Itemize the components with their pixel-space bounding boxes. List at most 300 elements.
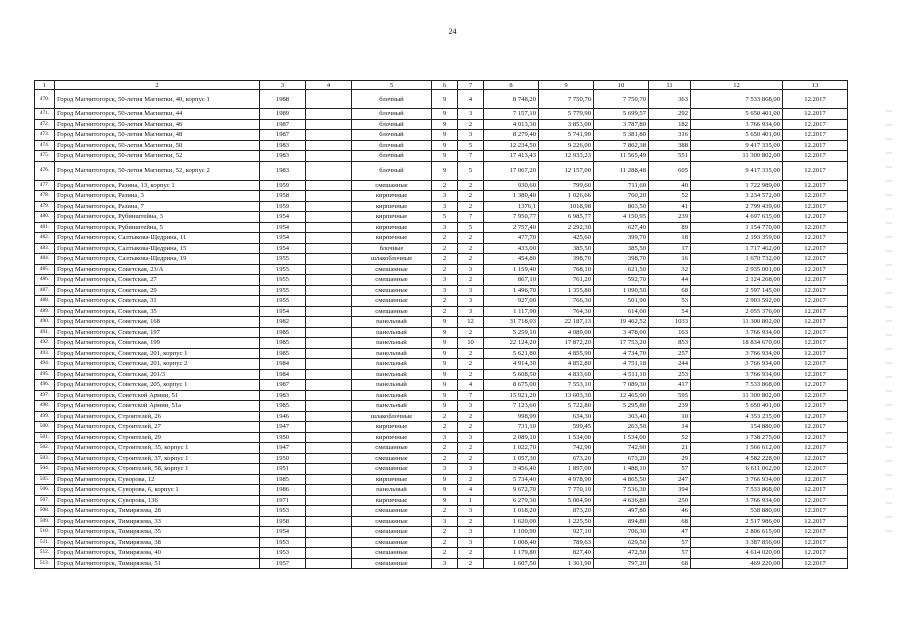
cost-cell: 154 880,00 [691,422,783,433]
total-area-cell: 5 621,80 [484,348,539,359]
residents-cell: 17 [649,243,691,254]
residents-cell: 239 [649,212,691,223]
year-cell: 1955 [260,254,306,265]
row-number-cell: 486. [35,275,55,286]
private-area-cell: 497,80 [594,506,649,517]
total-area-cell: 8 675,00 [484,380,539,391]
total-area-cell: 8 748,20 [484,90,539,109]
table-row [35,411,848,422]
cost-cell: 11 300 802,00 [691,390,783,401]
year-cell: 1971 [260,495,306,506]
total-area-cell: 477,70 [484,233,539,244]
deadline-cell: 12.2017 [783,422,848,433]
private-area-cell: 4 751,18 [594,359,649,370]
residential-area-cell: 768,10 [539,264,594,275]
cost-cell: 11 300 802,00 [691,151,783,162]
column-header-10: 10 [594,81,649,90]
residents-cell: 44 [649,275,691,286]
address-cell: Город Магнитогорск, Советская, 27 [55,275,260,286]
column-4-cell [306,422,352,433]
year-cell: 1954 [260,527,306,538]
entrances-cell: 3 [458,130,484,141]
column-4-cell [306,485,352,496]
deadline-cell: 12.2017 [783,296,848,307]
residents-cell: 250 [649,495,691,506]
deadline-cell: 12.2017 [783,348,848,359]
residents-cell: 21 [649,443,691,454]
table-row [35,296,848,307]
row-number-cell: 489. [35,306,55,317]
row-number-cell: 478. [35,191,55,202]
residents-cell: 57 [649,537,691,548]
residential-area-cell: 7 750,70 [539,90,594,109]
floors-cell: 9 [432,495,458,506]
residents-cell: 10 [649,411,691,422]
table-row [35,516,848,527]
column-header-13: 13 [783,81,848,90]
table-row [35,464,848,475]
private-area-cell: 1 488,10 [594,464,649,475]
residential-area-cell: 789,63 [539,537,594,548]
scan-edge-marks [886,110,892,540]
private-area-cell: 592,70 [594,275,649,286]
address-cell: Город Магнитогорск, Советской Армии, 51а [55,401,260,412]
wall-material-cell: смешанные [352,296,432,307]
private-area-cell: 711,60 [594,180,649,191]
year-cell: 1959 [260,201,306,212]
year-cell: 1987 [260,380,306,391]
entrances-cell: 2 [458,180,484,191]
column-4-cell [306,474,352,485]
entrances-cell: 3 [458,506,484,517]
residential-area-cell: 17 872,20 [539,338,594,349]
entrances-cell: 2 [458,191,484,202]
residential-area-cell: 1 225,50 [539,516,594,527]
total-area-cell: 1 496,70 [484,285,539,296]
wall-material-cell: блочный [352,140,432,151]
wall-material-cell: кирпичные [352,201,432,212]
residential-area-cell: 673,20 [539,453,594,464]
cost-cell: 2 903 592,00 [691,296,783,307]
column-header-6: 6 [432,81,458,90]
residents-cell: 53 [649,296,691,307]
deadline-cell: 12.2017 [783,380,848,391]
entrances-cell: 3 [458,285,484,296]
column-4-cell [306,338,352,349]
floors-cell: 9 [432,151,458,162]
address-cell: Город Магнитогорск, Салтыкова-Щедрина, 11 [55,233,260,244]
cost-cell: 1 566 612,00 [691,443,783,454]
table-row [35,369,848,380]
row-number-cell: 496. [35,380,55,391]
residential-area-cell: 599,45 [539,422,594,433]
address-cell: Город Магнитогорск, 50-летия Магнитки, 48 [55,130,260,141]
residential-area-cell: 7 770,10 [539,485,594,496]
table-row [35,548,848,559]
entrances-cell: 3 [458,109,484,120]
private-area-cell: 501,90 [594,296,649,307]
private-area-cell: 3 787,80 [594,119,649,130]
cost-cell: 2 124 268,00 [691,275,783,286]
deadline-cell: 12.2017 [783,151,848,162]
total-area-cell: 31 718,03 [484,317,539,328]
entrances-cell: 7 [458,212,484,223]
residents-cell: 41 [649,201,691,212]
entrances-cell: 2 [458,348,484,359]
year-cell: 1985 [260,474,306,485]
residential-area-cell: 766,30 [539,296,594,307]
year-cell: 1954 [260,233,306,244]
private-area-cell: 1 090,50 [594,285,649,296]
cost-cell: 3 766 934,00 [691,119,783,130]
cost-cell: 2 799 439,00 [691,201,783,212]
total-area-cell: 930,60 [484,180,539,191]
residential-area-cell: 398,70 [539,254,594,265]
column-4-cell [306,401,352,412]
private-area-cell: 472,50 [594,548,649,559]
cost-cell: 3 766 934,00 [691,327,783,338]
private-area-cell: 385,50 [594,243,649,254]
entrances-cell: 2 [458,327,484,338]
address-cell: Город Магнитогорск, Рубинштейна, 5 [55,222,260,233]
private-area-cell: 17 753,20 [594,338,649,349]
residential-area-cell: 4 855,90 [539,348,594,359]
wall-material-cell: шлакоблочные [352,254,432,265]
column-4-cell [306,506,352,517]
private-area-cell: 629,50 [594,537,649,548]
total-area-cell: 731,10 [484,422,539,433]
address-cell: Город Магнитогорск, Тимирязева, 35 [55,527,260,538]
entrances-cell: 2 [458,254,484,265]
wall-material-cell: смешанные [352,275,432,286]
cost-cell: 2 597 145,00 [691,285,783,296]
year-cell: 1984 [260,359,306,370]
table-row [35,506,848,517]
residents-cell: 182 [649,119,691,130]
table-row [35,275,848,286]
residential-area-cell: 5 722,80 [539,401,594,412]
row-number-cell: 503. [35,453,55,464]
year-cell: 1954 [260,212,306,223]
total-area-cell: 1 159,40 [484,264,539,275]
column-4-cell [306,537,352,548]
deadline-cell: 12.2017 [783,109,848,120]
year-cell: 1953 [260,537,306,548]
total-area-cell: 7 157,10 [484,109,539,120]
total-area-cell: 1 179,80 [484,548,539,559]
private-area-cell: 627,40 [594,222,649,233]
floors-cell: 9 [432,109,458,120]
column-4-cell [306,130,352,141]
entrances-cell: 10 [458,338,484,349]
wall-material-cell: кирпичные [352,212,432,223]
address-cell: Город Магнитогорск, Строителей, 27 [55,422,260,433]
floors-cell: 2 [432,527,458,538]
row-number-cell: 484. [35,254,55,265]
residents-cell: 29 [649,453,691,464]
residents-cell: 595 [649,390,691,401]
wall-material-cell: панельный [352,317,432,328]
year-cell: 1955 [260,275,306,286]
address-cell: Город Магнитогорск, Тимирязева, 38 [55,537,260,548]
floors-cell: 9 [432,485,458,496]
wall-material-cell: панельный [352,348,432,359]
residential-area-cell: 9 226,00 [539,140,594,151]
row-number-cell: 508. [35,506,55,517]
residents-cell: 363 [649,90,691,109]
deadline-cell: 12.2017 [783,453,848,464]
year-cell: 1983 [260,390,306,401]
cost-cell: 3 766 934,00 [691,474,783,485]
table-row [35,527,848,538]
floors-cell: 2 [432,180,458,191]
residential-area-cell: 1 361,90 [539,558,594,569]
row-number-cell: 479. [35,201,55,212]
cost-cell: 11 300 802,00 [691,317,783,328]
cost-cell: 4 582 228,00 [691,453,783,464]
floors-cell: 9 [432,119,458,130]
address-cell: Город Магнитогорск, Рубинштейна, 3 [55,212,260,223]
deadline-cell: 12.2017 [783,411,848,422]
residential-area-cell: 5 741,90 [539,130,594,141]
cost-cell: 2 055 376,00 [691,306,783,317]
row-number-cell: 477. [35,180,55,191]
table-row [35,443,848,454]
table-row [35,453,848,464]
column-4-cell [306,201,352,212]
deadline-cell: 12.2017 [783,285,848,296]
year-cell: 1955 [260,296,306,307]
wall-material-cell: панельный [352,369,432,380]
row-number-cell: 502. [35,443,55,454]
total-area-cell: 1 018,20 [484,506,539,517]
cost-cell: 3 766 934,00 [691,348,783,359]
wall-material-cell: шлакоблочные [352,411,432,422]
table-row [35,264,848,275]
residents-cell: 257 [649,348,691,359]
column-4-cell [306,548,352,559]
residents-cell: 239 [649,401,691,412]
cost-cell: 5 650 401,00 [691,401,783,412]
floors-cell: 3 [432,191,458,202]
column-4-cell [306,453,352,464]
floors-cell: 9 [432,390,458,401]
cost-cell: 2 517 986,00 [691,516,783,527]
deadline-cell: 12.2017 [783,161,848,180]
wall-material-cell: смешанные [352,464,432,475]
deadline-cell: 12.2017 [783,464,848,475]
entrances-cell: 2 [458,369,484,380]
wall-material-cell: смешанные [352,306,432,317]
wall-material-cell: смешанные [352,548,432,559]
cost-cell: 1 670 732,00 [691,254,783,265]
cost-cell: 469 220,00 [691,558,783,569]
wall-material-cell: блочный [352,90,432,109]
table-row [35,348,848,359]
registry-table-container [34,80,847,569]
wall-material-cell: смешанные [352,537,432,548]
wall-material-cell: смешанные [352,516,432,527]
entrances-cell: 5 [458,140,484,151]
wall-material-cell: блочный [352,130,432,141]
residents-cell: 253 [649,369,691,380]
year-cell: 1955 [260,264,306,275]
entrances-cell: 2 [458,474,484,485]
wall-material-cell: кирпичные [352,222,432,233]
year-cell: 1951 [260,464,306,475]
entrances-cell: 2 [458,422,484,433]
address-cell: Город Магнитогорск, Тимирязева, 51 [55,558,260,569]
table-row [35,233,848,244]
address-cell: Город Магнитогорск, Строителей, 29 [55,432,260,443]
floors-cell: 9 [432,90,458,109]
address-cell: Город Магнитогорск, 50-летия Магнитки, 50 [55,140,260,151]
entrances-cell: 2 [458,119,484,130]
year-cell: 1986 [260,485,306,496]
residents-cell: 388 [649,140,691,151]
table-row [35,485,848,496]
year-cell: 1958 [260,516,306,527]
private-area-cell: 621,50 [594,264,649,275]
cost-cell: 6 611 062,00 [691,464,783,475]
address-cell: Город Магнитогорск, Советская, 205, корпус 1 [55,380,260,391]
row-number-cell: 476. [35,161,55,180]
address-cell: Город Магнитогорск, Строителей, 37, корпус 1 [55,453,260,464]
column-4-cell [306,161,352,180]
year-cell: 1989 [260,109,306,120]
column-4-cell [306,411,352,422]
total-area-cell: 17 067,20 [484,161,539,180]
residential-area-cell: 1 026,66 [539,191,594,202]
column-header-4: 4 [306,81,352,90]
total-area-cell: 6 279,30 [484,495,539,506]
column-header-2: 2 [55,81,260,90]
residential-area-cell: 4 852,80 [539,359,594,370]
cost-cell: 1 722 989,00 [691,180,783,191]
wall-material-cell: смешанные [352,453,432,464]
row-number-cell: 505. [35,474,55,485]
residential-area-cell: 6 985,77 [539,212,594,223]
column-4-cell [306,119,352,130]
address-cell: Город Магнитогорск, Советская, 35 [55,306,260,317]
address-cell: Город Магнитогорск, Советская, 199 [55,338,260,349]
column-4-cell [306,327,352,338]
deadline-cell: 12.2017 [783,548,848,559]
column-4-cell [306,285,352,296]
floors-cell: 2 [432,548,458,559]
deadline-cell: 12.2017 [783,401,848,412]
column-4-cell [306,527,352,538]
entrances-cell: 3 [458,464,484,475]
column-header-5: 5 [352,81,432,90]
deadline-cell: 12.2017 [783,327,848,338]
entrances-cell: 2 [458,443,484,454]
total-area-cell: 5 259,10 [484,327,539,338]
floors-cell: 2 [432,233,458,244]
floors-cell: 2 [432,537,458,548]
floors-cell: 3 [432,275,458,286]
address-cell: Город Магнитогорск, Строителей, 58, корпус 1 [55,464,260,475]
floors-cell: 9 [432,380,458,391]
residents-cell: 247 [649,474,691,485]
column-4-cell [306,390,352,401]
row-number-cell: 474. [35,140,55,151]
private-area-cell: 11 565,49 [594,151,649,162]
entrances-cell: 2 [458,453,484,464]
column-4-cell [306,558,352,569]
total-area-cell: 4 914,30 [484,359,539,370]
address-cell: Город Магнитогорск, Советская, 31 [55,296,260,307]
total-area-cell: 1 057,30 [484,453,539,464]
year-cell: 1947 [260,443,306,454]
address-cell: Город Магнитогорск, Разина, 3 [55,191,260,202]
deadline-cell: 12.2017 [783,359,848,370]
year-cell: 1958 [260,191,306,202]
column-4-cell [306,359,352,370]
entrances-cell: 3 [458,537,484,548]
table-row [35,222,848,233]
total-area-cell: 927,00 [484,296,539,307]
table-row [35,285,848,296]
wall-material-cell: блочные [352,243,432,254]
total-area-cell: 5 608,50 [484,369,539,380]
total-area-cell: 1 022,70 [484,443,539,454]
residents-cell: 57 [649,548,691,559]
private-area-cell: 5 699,57 [594,109,649,120]
entrances-cell: 2 [458,411,484,422]
floors-cell: 9 [432,369,458,380]
residents-cell: 16 [649,254,691,265]
address-cell: Город Магнитогорск, Строителей, 35, корпус 1 [55,443,260,454]
year-cell: 1983 [260,140,306,151]
private-area-cell: 12 465,90 [594,390,649,401]
floors-cell: 3 [432,464,458,475]
year-cell: 1983 [260,161,306,180]
cost-cell: 7 533 868,00 [691,380,783,391]
floors-cell: 9 [432,140,458,151]
cost-cell: 3 387 856,00 [691,537,783,548]
year-cell: 1983 [260,151,306,162]
residents-cell: 853 [649,338,691,349]
total-area-cell: 17 413,43 [484,151,539,162]
floors-cell: 9 [432,359,458,370]
deadline-cell: 12.2017 [783,317,848,328]
table-row [35,537,848,548]
floors-cell: 9 [432,327,458,338]
column-4-cell [306,348,352,359]
deadline-cell: 12.2017 [783,201,848,212]
row-number-cell: 481. [35,222,55,233]
address-cell: Город Магнитогорск, Суворова, 6, корпус 1 [55,485,260,496]
column-4-cell [306,222,352,233]
row-number-cell: 492. [35,338,55,349]
private-area-cell: 1 534,00 [594,432,649,443]
entrances-cell: 2 [458,233,484,244]
cost-cell: 538 880,00 [691,506,783,517]
private-area-cell: 742,90 [594,443,649,454]
floors-cell: 2 [432,264,458,275]
column-4-cell [306,264,352,275]
year-cell: 1950 [260,432,306,443]
floors-cell: 9 [432,401,458,412]
cost-cell: 2 806 615,00 [691,527,783,538]
deadline-cell: 12.2017 [783,527,848,538]
private-area-cell: 706,30 [594,527,649,538]
wall-material-cell: смешанные [352,285,432,296]
cost-cell: 5 650 401,00 [691,109,783,120]
residential-area-cell: 927,10 [539,527,594,538]
total-area-cell: 867,10 [484,275,539,286]
